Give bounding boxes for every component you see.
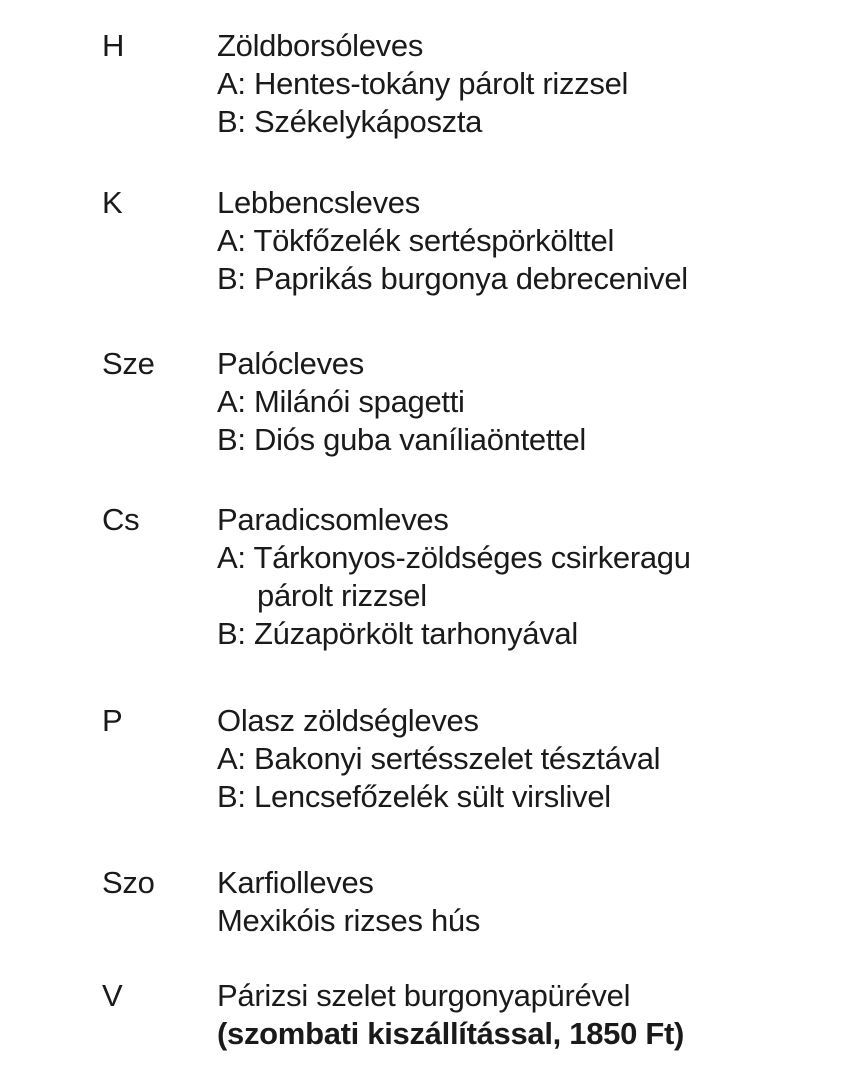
option-b: B: Diós guba vaníliaöntettel	[217, 422, 587, 457]
dish-list	[217, 27, 837, 141]
option-a: A: Tárkonyos-zöldséges csirkeragu	[217, 540, 691, 575]
option-a: A: Bakonyi sertésszelet tésztával	[217, 741, 661, 776]
option-a: A: Tökfőzelék sertéspörkölttel	[217, 223, 615, 258]
option-b: B: Székelykáposzta	[217, 104, 483, 139]
day-label: Szo	[102, 865, 155, 900]
option-a: A: Milánói spagetti	[217, 384, 465, 419]
option-a: A: Hentes-tokány párolt rizzsel	[217, 66, 629, 101]
day-label: V	[102, 978, 123, 1013]
soup: Paradicsomleves	[217, 502, 449, 537]
main-dish: Párizsi szelet burgonyapürével	[217, 978, 631, 1013]
soup: Lebbencsleves	[217, 185, 420, 220]
option-b: B: Zúzapörkölt tarhonyával	[217, 616, 578, 651]
dish-list	[217, 345, 837, 459]
dish-list	[217, 977, 837, 1053]
option-b: B: Paprikás burgonya debrecenivel	[217, 261, 688, 296]
dish-list	[217, 501, 837, 653]
day-label: K	[102, 185, 123, 220]
soup: Zöldborsóleves	[217, 28, 424, 63]
day-label: P	[102, 703, 123, 738]
dish-list	[217, 864, 837, 940]
main-dish: Mexikóis rizses hús	[217, 903, 481, 938]
option-b: B: Lencsefőzelék sült virslivel	[217, 779, 611, 814]
dish-list	[217, 702, 837, 816]
soup: Karfiolleves	[217, 865, 374, 900]
option-a-continuation: párolt rizzsel	[257, 578, 427, 613]
day-label: H	[102, 28, 125, 63]
day-label: Sze	[102, 346, 155, 381]
soup: Olasz zöldségleves	[217, 703, 479, 738]
soup: Palócleves	[217, 346, 364, 381]
day-label: Cs	[102, 502, 140, 537]
delivery-note: (szombati kiszállítással, 1850 Ft)	[217, 1016, 685, 1051]
dish-list	[217, 184, 837, 298]
